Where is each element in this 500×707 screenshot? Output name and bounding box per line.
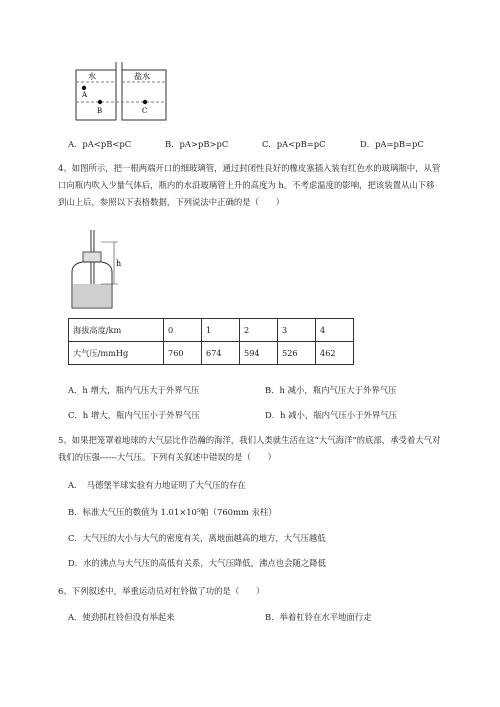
q3-option-b: B．pA>pB>pC (165, 139, 229, 149)
q4-option-b: B．h 减小，瓶内气压大于外界气压 (265, 385, 397, 395)
q3-option-a: A．pA<pB<pC (68, 139, 132, 149)
q3-option-c: C．pA<pB=pC (262, 139, 326, 149)
table-header-pressure: 大气压/mmHg (69, 342, 164, 365)
q6-stem: 6、下列叙述中，举重运动员对杠铃做了功的是（ ） (58, 586, 265, 596)
q3-option-d: D．pA=pB=pC (360, 139, 424, 149)
table-cell: 0 (164, 319, 202, 342)
q5-option-a: A． 马德堡半球实验有力地证明了大气压的存在 (68, 480, 246, 490)
q5-option-d: D．水的沸点与大气压的高低有关系，大气压降低，沸点也会随之降低 (68, 558, 326, 568)
table-cell: 2 (240, 319, 278, 342)
bottle-figure (62, 228, 124, 310)
q4-option-c: C．h 增大，瓶内气压小于外界气压 (68, 410, 200, 420)
table-row (69, 342, 354, 365)
q5-option-b: B．标准大气压的数值为 1.01×10⁵帕（760mm 汞柱） (68, 507, 277, 517)
table-cell: 3 (278, 319, 316, 342)
table-cell: 760 (164, 342, 202, 365)
q6-option-b: B．举着杠铃在水平地面行走 (265, 612, 372, 622)
q4-stem: 4、如图所示，把一根两端开口的细玻璃管，通过封闭性良好的橡皮塞插入装有红色水的玻璃瓶中，从管口向瓶内吹入少量气体后，瓶内的水沿玻璃管上升的高度为 h。不考虑温度的影响，把该装置从山下移到山上后，参照以下表格数据，下列说法中正确的是（ ） (58, 163, 441, 207)
container-figure (70, 62, 180, 127)
table-cell: 462 (316, 342, 354, 365)
table-cell: 1 (202, 319, 240, 342)
q5-option-c: C．大气压的大小与大气的密度有关，离地面越高的地方，大气压越低 (68, 533, 326, 543)
table-row (69, 319, 354, 342)
table-cell: 4 (316, 319, 354, 342)
table-cell: 674 (202, 342, 240, 365)
table-cell: 526 (278, 342, 316, 365)
q6-option-a: A．使劲抓杠铃但没有举起来 (68, 612, 175, 622)
label-salt-water: 盐水 (134, 72, 150, 81)
label-h: h (116, 259, 122, 268)
q5-stem: 5、如果把笼罩着地球的大气层比作浩瀚的海洋，我们人类就生活在这“大气海洋”的底部，承受着大气对我们的压强------大气压。下列有关叙述中错误的是（ ） (58, 435, 441, 462)
q4-option-d: D．h 减小，瓶内气压小于外界气压 (265, 410, 398, 420)
label-point-c: C (142, 107, 148, 115)
table-cell: 594 (240, 342, 278, 365)
label-water: 水 (88, 72, 96, 81)
altitude-pressure-table (68, 318, 354, 365)
table-header-altitude: 海拔高度/km (69, 319, 164, 342)
label-point-a: A (82, 91, 88, 99)
label-point-b: B (97, 107, 103, 115)
q4-option-a: A．h 增大，瓶内气压大于外界气压 (68, 385, 200, 395)
